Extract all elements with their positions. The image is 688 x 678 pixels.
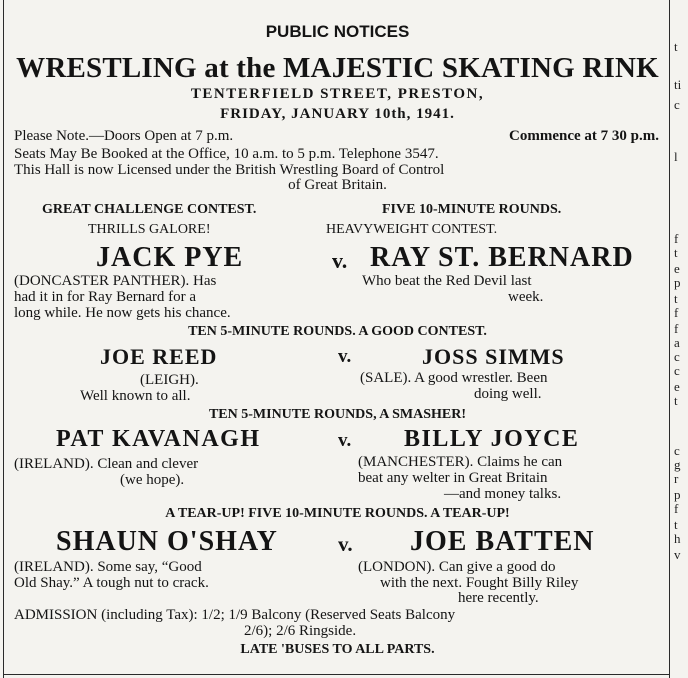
margin-fragment: e bbox=[674, 379, 680, 394]
licence-note-line1: This Hall is now Licensed under the British Wrestling Board of Control bbox=[14, 162, 445, 178]
margin-fragment: c bbox=[674, 97, 680, 112]
commence-time: Commence at 7 30 p.m. bbox=[509, 128, 659, 144]
bout4-fighter-a: SHAUN O'SHAY bbox=[56, 526, 278, 557]
doors-open-note: Please Note.—Doors Open at 7 p.m. bbox=[14, 128, 234, 144]
margin-fragment: c bbox=[674, 443, 680, 458]
margin-fragment: t bbox=[674, 291, 678, 306]
bout3-heading: TEN 5-MINUTE ROUNDS, A SMASHER! bbox=[208, 407, 467, 422]
bout2-heading: TEN 5-MINUTE ROUNDS. A GOOD CONTEST. bbox=[188, 324, 487, 339]
column-rule-right bbox=[669, 0, 670, 678]
bout2-desc-b-line2: doing well. bbox=[474, 386, 542, 402]
bout4-desc-a-line1: (IRELAND). Some say, “Good bbox=[14, 559, 202, 575]
margin-fragment: a bbox=[674, 335, 680, 350]
venue-address: TENTERFIELD STREET, PRESTON, bbox=[190, 86, 485, 102]
margin-fragment: f bbox=[674, 231, 679, 246]
bout3-desc-b-line1: (MANCHESTER). Claims he can bbox=[358, 454, 563, 470]
late-buses-note: LATE 'BUSES TO ALL PARTS. bbox=[240, 642, 435, 657]
bout4-fighter-b: JOE BATTEN bbox=[410, 526, 595, 557]
advert-title: WRESTLING at the MAJESTIC SKATING RINK bbox=[16, 52, 659, 84]
section-heading: PUBLIC NOTICES bbox=[265, 22, 410, 41]
bout3-fighter-b: BILLY JOYCE bbox=[404, 426, 580, 452]
margin-fragment: ti bbox=[674, 77, 682, 92]
bout1-heading-right: FIVE 10-MINUTE ROUNDS. bbox=[382, 202, 562, 217]
margin-fragment: v bbox=[674, 547, 681, 562]
margin-fragment: c bbox=[674, 363, 680, 378]
admission-prices-line2: 2/6); 2/6 Ringside. bbox=[244, 623, 357, 639]
bout2-vs: v. bbox=[338, 346, 352, 367]
bout4-vs: v. bbox=[338, 532, 353, 556]
bout4-heading: A TEAR-UP! FIVE 10-MINUTE ROUNDS. A TEAR-UP! bbox=[165, 506, 510, 521]
bout1-fighter-a: JACK PYE bbox=[96, 242, 244, 273]
margin-fragment: t bbox=[674, 393, 678, 408]
bout3-desc-a-line1: (IRELAND). Clean and clever bbox=[14, 456, 199, 472]
bout2-desc-b-line1: (SALE). A good wrestler. Been bbox=[360, 370, 548, 386]
bout1-desc-b-line2: week. bbox=[508, 289, 544, 305]
margin-fragment: t bbox=[674, 39, 678, 54]
admission-prices-line1: ADMISSION (including Tax): 1/2; 1/9 Balcony (Reserved Seats Balcony bbox=[14, 607, 456, 623]
bout3-desc-b-line3: —and money talks. bbox=[444, 486, 562, 502]
bout3-desc-b-line2: beat any welter in Great Britain bbox=[358, 470, 548, 486]
bout3-vs: v. bbox=[338, 430, 352, 451]
margin-fragment: f bbox=[674, 501, 679, 516]
booking-note: Seats May Be Booked at the Office, 10 a.m. to 5 p.m. Telephone 3547. bbox=[14, 146, 439, 162]
event-date: FRIDAY, JANUARY 10th, 1941. bbox=[220, 106, 455, 122]
margin-fragment: e bbox=[674, 261, 680, 276]
bout4-desc-b-line1: (LONDON). Can give a good do bbox=[358, 559, 556, 575]
licence-note-line2: of Great Britain. bbox=[288, 177, 387, 193]
bout1-subheading-left: THRILLS GALORE! bbox=[88, 222, 211, 237]
bout4-desc-b-line3: here recently. bbox=[458, 590, 539, 606]
margin-fragment: p bbox=[674, 275, 681, 290]
margin-fragment: l bbox=[674, 149, 678, 164]
margin-fragment: g bbox=[674, 457, 681, 472]
bout3-fighter-a: PAT KAVANAGH bbox=[56, 426, 261, 452]
margin-fragment: h bbox=[674, 531, 681, 546]
bout2-desc-a-line2: Well known to all. bbox=[80, 388, 191, 404]
margin-fragment: f bbox=[674, 321, 679, 336]
bout1-desc-a-line2: had it in for Ray Bernard for a bbox=[14, 289, 197, 305]
bout1-fighter-b: RAY ST. BERNARD bbox=[370, 242, 634, 273]
bout1-heading-left: GREAT CHALLENGE CONTEST. bbox=[42, 202, 257, 217]
bout4-desc-a-line2: Old Shay.” A tough nut to crack. bbox=[14, 575, 209, 591]
margin-fragment: f bbox=[674, 305, 679, 320]
bout3-desc-a-line2: (we hope). bbox=[120, 472, 185, 488]
bout2-fighter-a: JOE REED bbox=[100, 344, 218, 369]
bout2-fighter-b: JOSS SIMMS bbox=[422, 344, 565, 369]
margin-fragment: t bbox=[674, 245, 678, 260]
bout1-subheading-right: HEAVYWEIGHT CONTEST. bbox=[326, 222, 498, 237]
bout2-desc-a-line1: (LEIGH). bbox=[140, 372, 199, 388]
column-rule-left bbox=[3, 0, 4, 678]
margin-fragment: t bbox=[674, 517, 678, 532]
bout1-desc-b-line1: Who beat the Red Devil last bbox=[362, 273, 532, 289]
bout1-desc-a-line3: long while. He now gets his chance. bbox=[14, 305, 231, 321]
adjacent-column-fragments bbox=[672, 0, 688, 678]
bout1-desc-a-line1: (DONCASTER PANTHER). Has bbox=[14, 273, 217, 289]
margin-fragment: r bbox=[674, 471, 679, 486]
bout1-vs: v. bbox=[332, 248, 348, 273]
bout4-desc-b-line2: with the next. Fought Billy Riley bbox=[380, 575, 579, 591]
margin-fragment: c bbox=[674, 349, 680, 364]
margin-fragment: p bbox=[674, 487, 681, 502]
column-rule-bottom bbox=[3, 674, 670, 675]
